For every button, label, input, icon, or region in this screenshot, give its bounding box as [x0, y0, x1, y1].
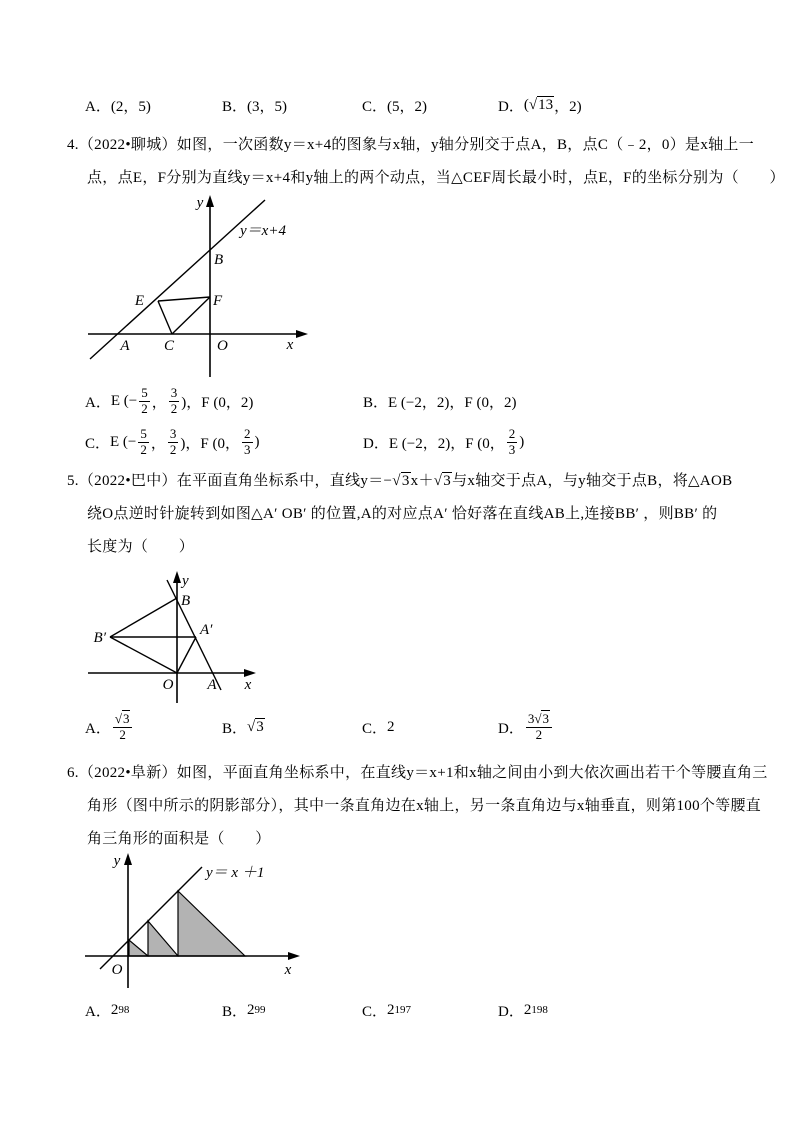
- line-equation-label: y＝x+4: [240, 223, 286, 239]
- power-exponent: 99: [254, 1004, 266, 1016]
- option-label: D．: [498, 720, 524, 737]
- fraction: $\frac{3}{2}$: [169, 426, 177, 457]
- option-mid2: )，F (0，: [180, 435, 240, 452]
- q5-number: 5.: [67, 473, 79, 489]
- option-pre: E (−: [110, 433, 137, 450]
- sqrt-3: √3: [433, 473, 452, 489]
- y-axis-arrow: [173, 571, 181, 583]
- option-label: C．: [362, 720, 388, 737]
- point-A-prime-label: A′: [200, 622, 213, 638]
- option-label: A．: [85, 394, 111, 411]
- fraction: $\frac{5}{2}$: [141, 385, 148, 416]
- option-label: C．: [85, 435, 111, 452]
- origin-label: O: [217, 338, 228, 354]
- q5-line3-text: 长度为（ ）: [87, 539, 195, 555]
- q6-number: 6.: [67, 765, 79, 781]
- q4-number: 4.: [67, 137, 79, 153]
- function-line: [90, 200, 265, 359]
- q4-option-b: [363, 381, 516, 421]
- shaded-triangle-3: [178, 891, 245, 956]
- option-post: )，F (0，2): [181, 394, 254, 411]
- y-axis-label: y: [113, 853, 121, 869]
- option-label: D．: [363, 435, 389, 452]
- point-B-label: B: [181, 593, 191, 609]
- option-label: B．: [222, 720, 248, 737]
- segment-EC: [158, 301, 172, 334]
- option-label: C．: [362, 1003, 388, 1020]
- origin-label: O: [162, 677, 174, 693]
- option-mid: ，: [151, 394, 167, 411]
- q4-option-d: [363, 422, 524, 462]
- fraction: $\frac{3}{2}$: [170, 385, 178, 416]
- q3-option-b: [222, 93, 287, 117]
- q6-option-d: [498, 998, 548, 1022]
- option-pre: E (−2，2)，F (0，: [388, 435, 505, 452]
- q6-line1-text: （2022•阜新）如图，平面直角坐标系中，在直线y＝x+1和x轴之间由小到大依次画出若干个等腰直角三: [78, 765, 768, 781]
- option-label: B．: [222, 98, 248, 115]
- y-axis-label: y: [196, 195, 204, 211]
- q4-line2: [87, 167, 785, 189]
- q3-option-a: [85, 93, 151, 117]
- q3-option-d: [498, 93, 582, 117]
- y-axis-label: y: [182, 573, 189, 589]
- fraction: $\frac{√3}{2}$: [113, 712, 133, 742]
- q6-option-c: [362, 998, 411, 1022]
- x-axis-label: x: [284, 962, 292, 978]
- sqrt-3: √3: [114, 711, 130, 727]
- fraction: $\frac{3√3}{2}$: [526, 712, 552, 742]
- y-axis-arrow: [206, 195, 214, 207]
- power-base: 2: [110, 1001, 119, 1018]
- sqrt-3: √3: [534, 711, 549, 727]
- q3-option-c: [362, 93, 427, 117]
- point-E-label: E: [134, 293, 144, 309]
- option-value: 2: [387, 718, 395, 735]
- q5-line1: [67, 470, 732, 492]
- point-F-label: F: [213, 293, 223, 309]
- q5-line3: [87, 536, 194, 558]
- q6-option-b: [222, 998, 266, 1022]
- point-A-label: A: [120, 338, 130, 354]
- option-post: ): [519, 433, 525, 450]
- q5-line1-b: x＋: [410, 473, 434, 489]
- x-axis-label: x: [244, 677, 252, 693]
- point-C-label: C: [163, 338, 175, 354]
- option-value-post: ，2): [554, 98, 582, 115]
- power-exponent: 197: [394, 1004, 412, 1016]
- option-label: A．: [85, 1003, 111, 1020]
- q6-line2-text: 角形（图中所示的阴影部分），其中一条直角边在x轴上，另一条直角边与x轴垂直，则第100个等腰直: [87, 798, 762, 814]
- sqrt-3: √3: [247, 718, 264, 735]
- q4-line2-text: 点，点E，F分别为直线y＝x+4和y轴上的两个动点，当△CEF周长最小时，点E，F的坐标分别为（ ）: [87, 170, 785, 186]
- segment-BpB: [110, 598, 177, 637]
- fraction: $\frac{2}{3}$: [508, 426, 516, 457]
- coefficient: 3: [527, 711, 535, 727]
- segment-BpO: [110, 637, 177, 673]
- option-label: C．: [362, 98, 388, 115]
- q4-figure: [80, 191, 320, 381]
- segment-EF: [158, 297, 210, 301]
- fraction: $\frac{2}{3}$: [244, 426, 251, 457]
- origin-label: O: [111, 962, 123, 978]
- q5-figure: [80, 565, 280, 705]
- q5-line1-c: 与x轴交于点A，与y轴交于点B，将△AOB: [452, 473, 733, 489]
- option-label: A．: [85, 720, 111, 737]
- x-axis-label: x: [286, 337, 294, 353]
- q5-line2: [87, 503, 717, 525]
- q4-option-c: [85, 422, 260, 462]
- power-base: 2: [523, 1001, 532, 1018]
- option-value: (3，5): [247, 98, 288, 115]
- fraction: $\frac{5}{2}$: [140, 426, 147, 457]
- power-base: 2: [247, 1001, 255, 1018]
- option-value: (2，5): [110, 98, 151, 115]
- q5-line1-a: （2022•巴中）在平面直角坐标系中，直线y＝−: [78, 473, 393, 489]
- q5-option-b: [222, 706, 265, 748]
- option-label: D．: [498, 1003, 524, 1020]
- x-axis-arrow: [244, 669, 256, 677]
- q4-option-a: [85, 381, 253, 421]
- option-value: E (−2，2)，F (0，2): [388, 394, 517, 411]
- line-equation-label: y＝ x ＋1: [206, 865, 265, 881]
- q4-line1: [67, 134, 754, 156]
- shaded-triangle-2: [148, 921, 178, 956]
- q6-option-a: [85, 998, 129, 1022]
- x-axis-arrow: [288, 952, 300, 960]
- sqrt-13: √13: [528, 96, 554, 113]
- option-post: ): [254, 433, 260, 450]
- q5-option-a: [85, 706, 134, 748]
- q5-option-d: [498, 706, 554, 748]
- q5-option-c: [362, 706, 395, 748]
- sqrt-3: √3: [392, 473, 410, 489]
- option-label: B．: [363, 394, 389, 411]
- option-label: D．: [498, 98, 524, 115]
- point-A-label: A: [207, 677, 217, 693]
- segment-CF: [172, 297, 210, 334]
- option-label: B．: [222, 1003, 248, 1020]
- point-B-prime-label: B′: [93, 630, 106, 646]
- segment-OAp: [177, 637, 196, 673]
- option-value-pre: (: [523, 96, 529, 113]
- power-base: 2: [387, 1001, 395, 1018]
- option-pre: E (−: [110, 392, 138, 409]
- x-axis-arrow: [296, 330, 308, 338]
- y-axis-arrow: [124, 853, 132, 865]
- power-exponent: 98: [118, 1004, 130, 1016]
- q6-line3-text: 角三角形的面积是（ ）: [87, 831, 271, 847]
- q6-figure: [80, 845, 320, 993]
- q4-line1-text: （2022•聊城）如图，一次函数y＝x+4的图象与x轴，y轴分别交于点A，B，点C（﹣2，0）是x轴上一: [78, 137, 755, 153]
- point-B-label: B: [214, 252, 224, 268]
- q6-line1: [67, 762, 768, 784]
- option-label: A．: [85, 98, 111, 115]
- power-exponent: 198: [531, 1004, 548, 1016]
- q5-line2-text: 绕O点逆时针旋转到如图△A′ OB′ 的位置,A的对应点A′ 恰好落在直线AB上,连接BB′ ，则BB′ 的: [87, 506, 718, 522]
- q6-line2: [87, 795, 761, 817]
- option-mid: ，: [150, 435, 166, 452]
- option-value: (5，2): [387, 98, 428, 115]
- shaded-triangle-1: [129, 940, 148, 956]
